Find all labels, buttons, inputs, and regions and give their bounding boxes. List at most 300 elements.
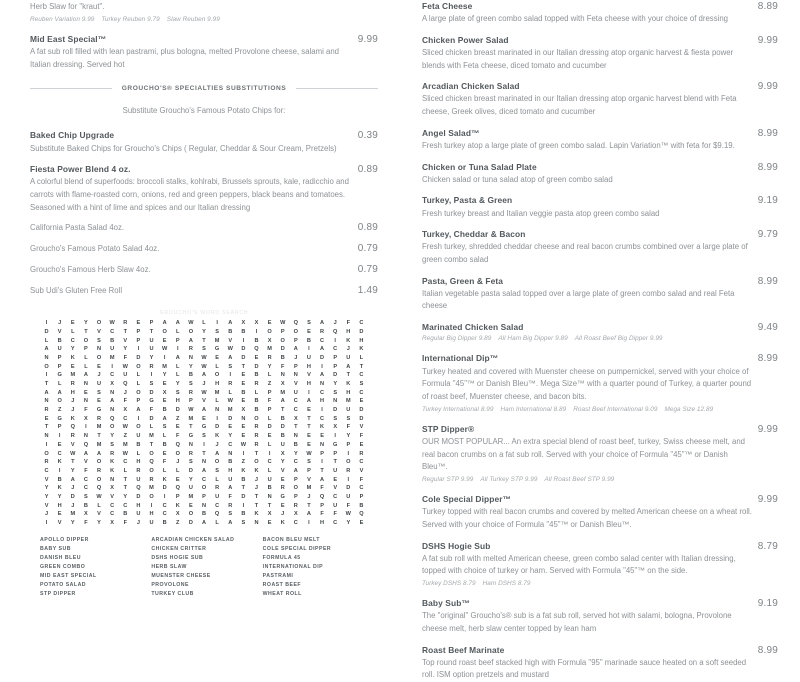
word-search-cell: B [136,441,141,448]
word-search-cell: T [254,493,259,500]
menu-item-header [422,540,778,552]
menu-item-description: Fresh turkey breast and Italian veggie pasta atop green combo salad [422,208,660,218]
word-search-cell: Q [254,346,259,353]
word-search-cell: S [228,511,233,518]
word-search-cell: L [162,467,167,474]
word-search-word: PASTRAMI [262,572,294,579]
word-search-cell: P [293,493,298,500]
word-search-cell: M [149,433,154,440]
word-search-cell: C [293,459,298,466]
word-search-cell: P [333,450,338,457]
word-search-cell: C [359,459,364,466]
word-search-cell: J [254,485,259,492]
word-search-cell: W [201,389,207,396]
word-search-cell: Y [175,381,180,387]
word-search-cell: T [241,363,246,370]
word-search-cell: C [228,441,233,448]
word-search-cell: I [308,520,310,526]
word-search-cell: E [202,415,206,422]
menu-item-price: 8.89 [757,1,778,12]
word-search-cell: E [162,450,167,457]
word-search-cell: L [71,328,75,335]
word-search-cell: R [44,459,49,466]
word-search-cell: Y [346,520,351,526]
word-search-cell: W [345,511,351,518]
substitution-label: Groucho's Famous Herb Slaw 4oz. [30,265,151,275]
word-search-cell: D [215,424,220,431]
word-search-cell: F [346,320,351,327]
word-search-cell: S [333,415,338,422]
word-search-cell: I [58,467,61,474]
word-search-cell: Q [109,415,115,422]
word-search-cell: D [149,389,154,396]
word-search-cell: A [162,320,167,327]
word-search-cell: N [228,450,233,457]
word-search-cell: O [280,337,285,344]
word-search-cell: P [293,337,298,344]
menu-item-header [30,129,378,141]
menu-item-description: A large plate of green combo salad topped with Feta cheese with your choice of dressing [422,14,728,24]
menu-item-variant: Regular STP 9.99 [422,475,474,483]
word-search-cell: K [57,459,62,466]
word-search-word: DANISH BLEU [40,554,81,561]
word-search-cell: X [333,424,338,431]
word-search-cell: Y [70,467,75,474]
word-search-cell: H [306,363,311,370]
word-search-cell: E [57,511,62,518]
word-search-cell: R [149,363,154,370]
word-search-cell: D [188,467,193,474]
word-search-cell: N [293,433,298,440]
word-search-cell: E [359,441,364,448]
word-search-cell: L [44,337,49,344]
menu-item-price: 8.99 [757,275,778,287]
word-search-cell: J [215,441,219,448]
word-search-cell: E [307,441,311,448]
menu-item-header [422,161,778,173]
menu-item-description: Chicken salad or tuna salad atop of green combo salad [422,174,613,184]
word-search-cell: R [188,389,193,396]
word-search-cell: R [254,433,259,440]
word-search-cell: V [70,441,75,448]
word-search-cell: U [228,476,233,483]
substitution-price-rows [30,222,378,296]
word-search-cell: L [215,476,219,483]
word-search-cell: I [203,441,205,448]
menu-item-name: Angel Salad™ [422,127,480,138]
word-search-cell: F [320,485,324,492]
word-search-cell: U [293,389,298,396]
menu-item-description: Turkey heated and covered with Muenster cheese on pumpernickel, served with your choice of Formula "45"™ or Danish Bleu™. Mega Size™ with a quarter pound of Turkey, a quarter pound of roast beef, Muenster cheese, and bacon bits. [422,366,752,401]
menu-item-variants [422,405,778,415]
word-search-cell: X [241,320,246,327]
word-search-cell: B [280,415,285,422]
word-search-cell: B [241,389,246,396]
word-search-cell: P [293,476,298,483]
word-search-cell: A [280,398,285,405]
word-search-cell: A [97,450,102,457]
word-search-cell: O [293,485,298,492]
word-search-cell: X [162,389,167,396]
word-search-cell: G [214,346,220,353]
menu-item-name: Marinated Chicken Salad [422,322,524,332]
word-search-cell: I [150,372,153,379]
word-search-cell: J [176,459,180,466]
word-search-cell: E [175,476,180,483]
word-search-cell: D [149,415,154,422]
word-search-cell: A [320,372,325,379]
left-menu-column [0,0,400,600]
word-search-cell: S [346,415,351,422]
word-search-cell: A [215,450,220,457]
menu-item-price: 9.99 [757,34,778,46]
menu-item-price: 9.99 [757,81,778,93]
word-search-cell: W [227,398,233,405]
word-search-cell: Q [149,459,154,466]
word-search-cell: I [45,441,48,448]
menu-item [422,161,778,187]
word-search-cell: I [150,502,153,509]
word-search-cell: H [136,459,141,466]
menu-item-name: Feta Cheese [422,1,473,11]
word-search-cell: Z [57,407,62,414]
word-search-cell: O [214,372,220,379]
word-search-cell: E [84,389,88,396]
word-search-cell: L [202,320,206,327]
menu-item-header [422,34,778,46]
word-search-word: MUENSTER CHEESE [151,572,211,579]
word-search-cell: Y [267,363,272,370]
word-search-cell: E [241,424,246,431]
word-search-cell: F [281,363,285,370]
word-search-cell: G [188,433,194,440]
menu-item [30,1,378,25]
word-search-cell: I [163,493,166,500]
word-search-cell: L [215,520,219,526]
word-search-cell: V [280,467,285,474]
word-search-cell: A [201,467,207,474]
word-search-cell: Y [202,328,206,335]
word-search-cell: R [215,485,220,492]
word-search-cell: Q [293,320,298,327]
word-search-cell: M [306,485,312,492]
word-search-cell: Z [241,459,246,466]
word-search-cell: P [280,328,285,335]
word-search-cell: S [228,363,233,370]
word-search-cell: P [57,424,62,431]
word-search-cell: P [346,441,351,448]
word-search-cell: L [267,467,272,474]
word-search-cell: Q [333,328,338,335]
word-search-cell: H [359,337,364,344]
word-search-cell: X [110,520,115,526]
word-search-cell: K [346,337,351,344]
word-search-cell: T [333,459,337,466]
word-search-cell: H [215,381,220,387]
word-search-cell: D [359,407,364,414]
menu-item [422,540,778,590]
word-search-cell: J [346,346,350,353]
word-search-cell: A [188,337,193,344]
menu-item [422,597,778,635]
word-search-cell: K [215,433,220,440]
word-search-cell: S [149,381,154,387]
word-search-cell: C [110,372,115,379]
word-search-cell: H [228,467,233,474]
word-search-cell: B [228,459,233,466]
substitution-price: 0.79 [357,264,378,276]
word-search-cell: N [44,433,49,440]
word-search-cell: B [280,354,285,361]
word-search-cell: E [215,354,219,361]
word-search-cell: E [57,441,62,448]
word-search-cell: R [70,381,75,387]
word-search-cell: A [228,485,233,492]
word-search-cell: N [110,389,115,396]
substitution-items [30,129,378,214]
menu-item-price: 9.99 [757,494,778,506]
word-search-grid [30,321,378,526]
word-search-cell: E [228,424,233,431]
word-search-cell: L [228,389,232,396]
word-search-cell: H [70,389,75,396]
word-search-cell: E [267,433,272,440]
word-search-cell: J [136,520,140,526]
word-search-cell: S [215,467,219,474]
word-search-cell: I [308,346,310,353]
word-search-cell: I [216,320,218,327]
word-search-cell: A [201,372,207,379]
word-search-cell: N [201,459,207,466]
word-search-cell: R [346,467,351,474]
word-search-cell: Q [123,381,128,387]
word-search-cell: X [293,415,298,422]
word-search-cell: E [280,476,285,483]
word-search-cell: D [70,493,75,500]
menu-item [422,321,778,344]
word-search-cell: I [268,450,271,457]
word-search-cell: T [84,328,88,335]
word-search-cell: J [58,320,62,327]
word-search-cell: B [254,407,259,414]
word-search-cell: P [320,450,324,457]
substitution-price: 0.79 [357,243,378,255]
word-search-cell: C [359,389,364,396]
word-search-cell: A [320,476,325,483]
word-search-cell: R [254,381,259,387]
word-search-word: DSHS HOGIE SUB [151,554,204,561]
menu-item [30,129,378,155]
menu-item-name: Mid East Special™ [30,33,107,44]
word-search-cell: P [307,467,311,474]
word-search-cell: X [110,485,115,492]
word-search-cell: B [162,441,167,448]
menu-item-name: Baby Sub™ [422,598,470,609]
word-search-cell: B [83,502,88,509]
word-search-cell: J [254,476,259,483]
word-search-cell: S [97,337,101,344]
word-search-cell: N [83,381,88,387]
menu-item-variant: Reuben Variation 9.99 [30,15,95,23]
word-search-cell: J [71,398,75,405]
menu-item-description: Herb Slaw for "kraut". [30,2,105,11]
menu-item-name: Roast Beef Marinate [422,644,505,655]
word-search-cell: I [45,520,48,526]
menu-item-price: 8.99 [757,353,778,365]
menu-item-name: Baked Chip Upgrade [30,130,115,141]
word-search-cell: P [320,502,324,509]
word-search-cell: D [280,424,285,431]
word-search-cell: D [136,493,141,500]
word-search-cell: O [175,450,180,457]
word-search-cell: T [202,450,206,457]
left-top-items [30,1,378,71]
word-search-cell: D [175,407,180,414]
word-search-cell: I [242,450,245,457]
word-search-cell: B [201,511,207,518]
word-search-cell: D [267,424,272,431]
word-search-cell: M [96,441,102,448]
word-search-cell: G [280,493,285,500]
word-search-cell: R [44,407,49,414]
word-search-cell: I [229,372,232,379]
word-search-cell: B [123,511,128,518]
word-search-cell: S [84,493,88,500]
word-search-cell: G [149,398,154,405]
word-search-cell: U [149,520,154,526]
word-search-cell: C [123,459,128,466]
word-search-cell: J [71,502,75,509]
word-search-cell: B [241,511,246,518]
word-search-cell: D [241,354,246,361]
word-search-cell: I [321,407,323,414]
word-search-cell: V [84,459,88,466]
word-search-cell: D [254,363,259,370]
word-search-cell: I [242,502,245,509]
word-search-cell: R [123,320,128,327]
menu-item [422,194,778,220]
word-search-cell: W [280,320,286,327]
word-search-cell: P [57,354,62,361]
word-search-cell: N [267,493,272,500]
word-search-cell: R [110,450,115,457]
word-search-cell: M [70,511,76,518]
word-search-cell: T [123,485,127,492]
word-search-cell: I [85,424,87,431]
word-search-cell: B [254,372,259,379]
word-search-cell: B [241,328,246,335]
word-search-cell: S [97,389,101,396]
word-search-cell: A [320,320,325,327]
section-divider-specialties-substitutions [30,85,378,92]
word-search-cell: P [84,346,88,353]
menu-item-name: DSHS Hogie Sub [422,540,491,551]
word-search-cell: F [84,467,88,474]
word-search-cell: B [57,476,62,483]
word-search-cell: I [216,415,218,422]
word-search-cell: H [320,520,325,526]
word-search-cell: A [162,415,167,422]
word-search-cell: O [267,328,272,335]
word-search-cell: N [333,398,338,405]
word-search-word: COLE SPECIAL DIPPER [262,545,332,552]
word-search-cell: O [149,493,154,500]
word-search-cell: X [241,407,246,414]
word-search-cell: Y [123,346,128,353]
word-search-cell: F [359,476,364,483]
word-search-cell: W [201,354,207,361]
word-search-cell: Y [293,450,298,457]
word-search-cell: D [346,485,351,492]
word-search-cell: M [227,407,233,414]
word-search-word: WHEAT ROLL [262,590,302,597]
word-search-cell: A [175,320,180,327]
word-search-cell: E [254,354,259,361]
menu-item-variant: Regular Big Dipper 9.89 [422,335,492,343]
menu-item-variant: All Turkey STP 9.99 [480,475,538,483]
menu-item-header [422,0,778,12]
word-search-cell: E [241,398,246,405]
word-search-cell: P [175,337,180,344]
word-search-cell: S [307,320,311,327]
menu-item-price: 0.39 [357,130,378,142]
word-search-cell: T [123,328,127,335]
word-search-cell: X [280,381,285,387]
word-search-cell: U [215,493,220,500]
word-search-cell: F [84,407,88,414]
word-search-cell: A [306,398,311,405]
word-search-cell: V [123,337,128,344]
word-search-cell: C [333,520,338,526]
word-search-cell: S [333,389,338,396]
word-search-cell: A [44,346,49,353]
word-search-cell: A [175,354,180,361]
menu-item-description: A colorful blend of superfoods: broccoli stalks, kohlrabi, Brussels sprouts, kale, radicchio and carrots with flame-roasted corn, onions, red and green peppers, black beans and tomatoes. Seasoned with a hint of lime and spices and our Italian dressing [30,177,349,212]
word-search-cell: C [320,415,325,422]
word-search-cell: K [359,346,364,353]
word-search-cell: A [228,520,233,526]
word-search-cell: K [175,502,180,509]
word-search-cell: W [96,493,102,500]
word-search-cell: V [110,493,115,500]
word-search-cell: R [267,354,272,361]
menu-item-price: 8.99 [757,644,778,656]
word-search-cell: T [149,441,154,448]
word-search-cell: N [188,354,193,361]
word-search-cell: E [359,520,364,526]
word-search-cell: X [110,381,115,387]
menu-item-name: Turkey, Cheddar & Bacon [422,229,526,240]
menu-item-price: 9.99 [357,33,378,45]
word-search-cell: M [280,389,286,396]
menu-item-header [422,127,778,139]
word-search-cell: R [97,467,102,474]
word-search-word: TURKEY CLUB [151,590,194,597]
word-search-cell: B [188,372,193,379]
word-search-cell: E [44,415,49,422]
word-search-cell: Q [175,441,180,448]
word-search-cell: E [241,433,246,440]
word-search-cell: E [359,398,364,405]
word-search-cell: L [84,354,88,361]
word-search-cell: V [307,372,311,379]
menu-item-name: Pasta, Green & Feta [422,275,504,286]
word-search-cell: Y [123,493,128,500]
menu-item-name: Arcadian Chicken Salad [422,81,520,92]
word-search-cell: N [320,441,325,448]
word-search-cell: E [189,502,193,509]
word-search-cell: R [228,502,233,509]
